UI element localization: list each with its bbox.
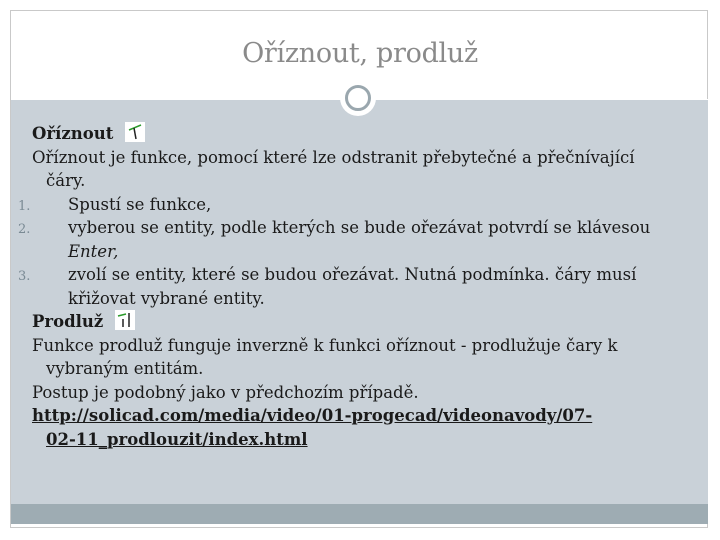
step-1 <box>18 193 682 217</box>
step-2-number: 2. <box>18 222 31 237</box>
step-2 <box>18 216 682 263</box>
heading-extend <box>32 310 682 334</box>
step-3-line2: křižovat vybrané entity. <box>68 288 265 308</box>
step-3-number: 3. <box>18 269 31 284</box>
para-extend-line1: Funkce prodluž funguje inverzně k funkci oříznout - prodlužuje čary k <box>32 335 618 355</box>
extend-tool-icon <box>115 310 135 330</box>
heading-trim <box>32 122 682 146</box>
video-link[interactable] <box>32 404 682 451</box>
step-3-line1: zvolí se entity, které se budou ořezávat. Nutná podmínka. čáry musí <box>68 265 637 284</box>
slide-body <box>18 122 682 451</box>
trim-tool-icon <box>125 122 145 142</box>
para-trim-line2: čáry. <box>46 171 86 190</box>
heading-trim-label: Oříznout <box>32 124 114 143</box>
para-trim-line1: Oříznout je funkce, pomocí které lze odstranit přebytečné a přečnívající <box>32 147 635 167</box>
heading-extend-label: Prodluž <box>32 312 104 331</box>
step-1-number: 1. <box>18 198 31 214</box>
slide-title: Oříznout, prodluž <box>242 38 478 69</box>
para-procedure: Postup je podobný jako v předchozím případě. <box>32 382 419 402</box>
video-link-line1[interactable]: http://solicad.com/media/video/01-progecad/videonavody/07- <box>32 406 593 425</box>
para-extend-line2: vybraným entitám. <box>46 359 204 378</box>
bottom-bar <box>11 504 708 524</box>
step-3 <box>18 263 682 310</box>
decorative-circle-icon <box>340 80 376 116</box>
step-1-text: Spustí se funkce, <box>68 194 212 214</box>
video-link-line2[interactable]: 02-11_prodlouzit/index.html <box>46 429 308 449</box>
step-2-line2: Enter, <box>68 241 119 261</box>
step-2-line1: vyberou se entity, podle kterých se bude ořezávat potvrdí se klávesou <box>68 218 651 237</box>
